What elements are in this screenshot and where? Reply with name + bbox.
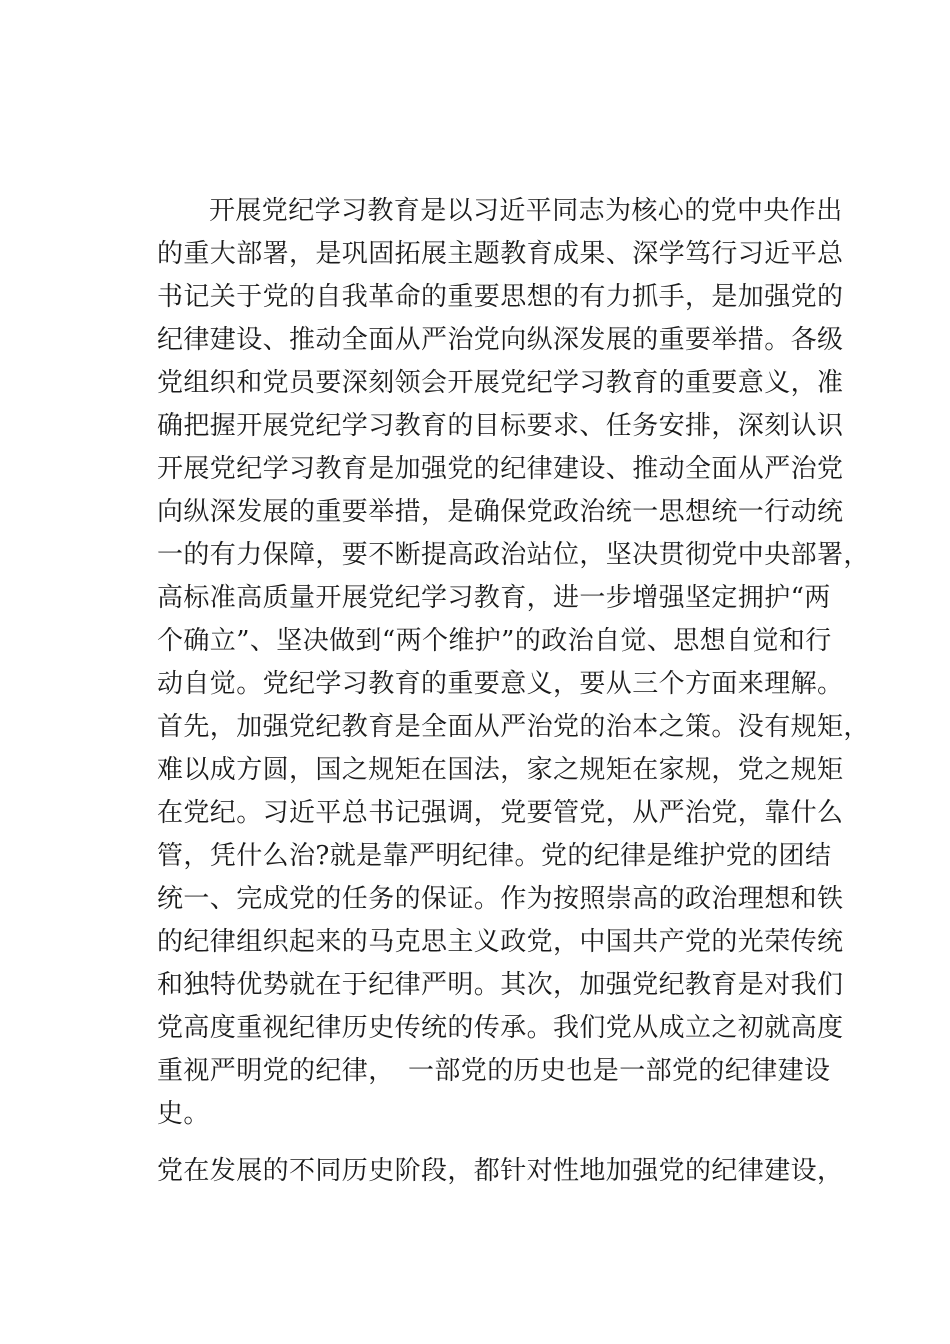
paragraph-1-line-4: 纪律建设、推动全面从严治党向纵深发展的重要举措。各级 (157, 325, 844, 355)
paragraph-1-line-13: 首先，加强党纪教育是全面从严治党的治本之策。没有规矩， (157, 712, 870, 742)
paragraph-1-line-9: 一的有力保障，要不断提高政治站位，坚决贯彻党中央部署， (157, 540, 870, 570)
paragraph-2-line-1: 党在发展的不同历史阶段，都针对性地加强党的纪律建设， (157, 1156, 844, 1186)
paragraph-1-line-12: 动自觉。党纪学习教育的重要意义，要从三个方面来理解。 (157, 669, 844, 699)
document-body (157, 190, 870, 1193)
paragraph-1-line-2: 的重大部署，是巩固拓展主题教育成果、深学笃行习近平总 (157, 239, 844, 269)
paragraph-1-line-22: 史。 (157, 1099, 210, 1129)
paragraph-1-line-6: 确把握开展党纪学习教育的目标要求、任务安排，深刻认识 (157, 411, 844, 441)
paragraph-1-line-21: 重视严明党的纪律， 一部党的历史也是一部党的纪律建设 (157, 1056, 831, 1086)
paragraph-1-line-11: 个确立”、坚决做到“两个维护”的政治自觉、思想自觉和行 (157, 626, 832, 656)
paragraph-1-line-5: 党组织和党员要深刻领会开展党纪学习教育的重要意义，准 (157, 368, 844, 398)
paragraph-1-line-3: 书记关于党的自我革命的重要思想的有力抓手，是加强党的 (157, 282, 844, 312)
paragraph-1-line-8: 向纵深发展的重要举措，是确保党政治统一思想统一行动统 (157, 497, 844, 527)
paragraph-1-line-20: 党高度重视纪律历史传统的传承。我们党从成立之初就高度 (157, 1013, 844, 1043)
paragraph-1-line-19: 和独特优势就在于纪律严明。其次，加强党纪教育是对我们 (157, 970, 844, 1000)
paragraph-1-line-7: 开展党纪学习教育是加强党的纪律建设、推动全面从严治党 (157, 454, 844, 484)
paragraph-1-line-15: 在党纪。习近平总书记强调，党要管党，从严治党，靠什么 (157, 798, 844, 828)
paragraph-1-line-14: 难以成方圆，国之规矩在国法，家之规矩在家规，党之规矩 (157, 755, 844, 785)
paragraph-gap (157, 1136, 827, 1150)
paragraph-1-line-17: 统一、完成党的任务的保证。作为按照崇高的政治理想和铁 (157, 884, 844, 914)
paragraph-1-line-1: 开展党纪学习教育是以习近平同志为核心的党中央作出 (209, 196, 843, 226)
paragraph-1-line-16: 管，凭什么治?就是靠严明纪律。党的纪律是维护党的团结 (157, 841, 832, 871)
paragraph-1-line-10: 高标准高质量开展党纪学习教育，进一步增强坚定拥护“两 (157, 583, 831, 613)
paragraph-1-line-18: 的纪律组织起来的马克思主义政党，中国共产党的光荣传统 (157, 927, 844, 957)
